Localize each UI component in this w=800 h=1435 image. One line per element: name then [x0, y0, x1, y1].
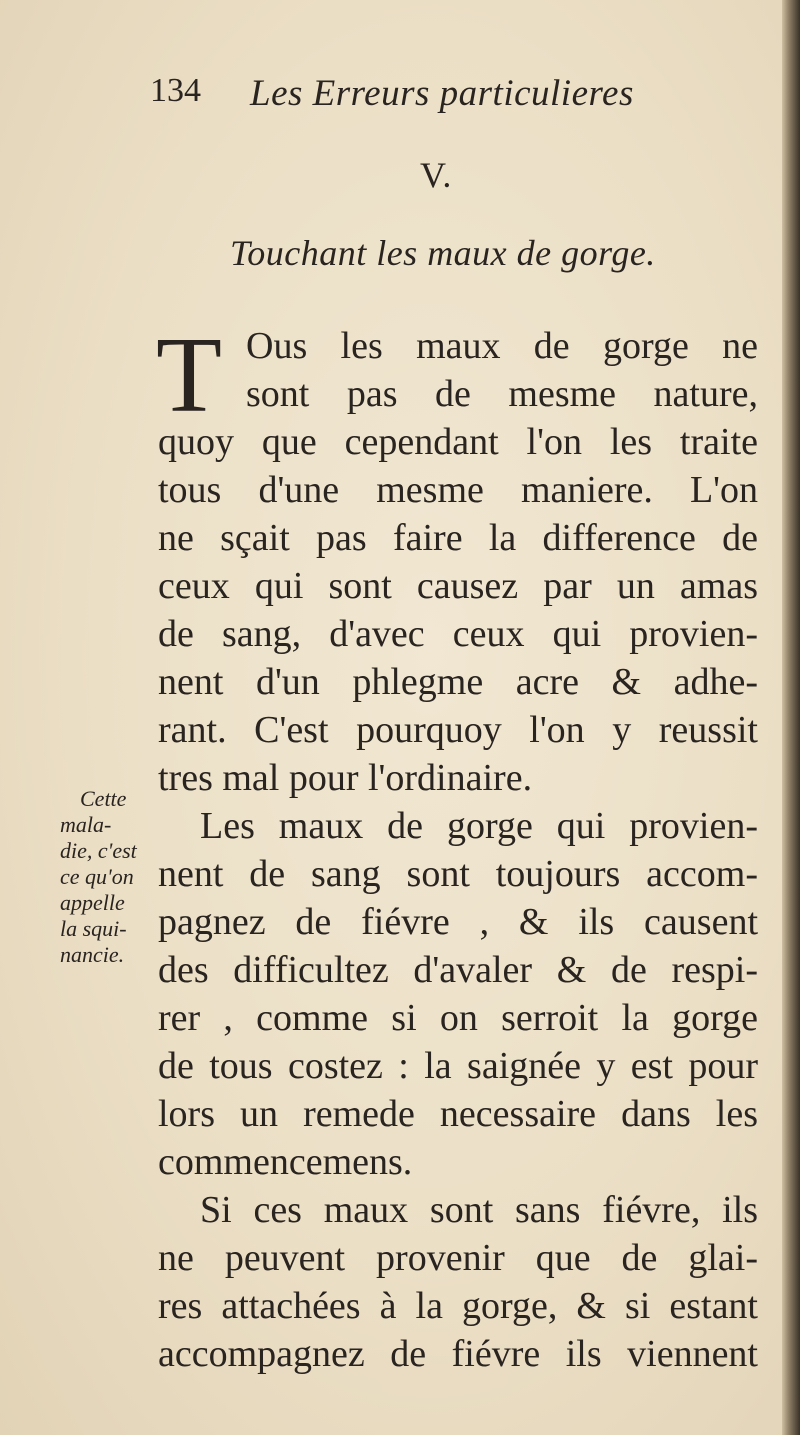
text-line: pagnez de fiévre , & ils causent	[158, 901, 758, 943]
text-line: nent d'un phlegme acre & adhe-	[158, 661, 758, 703]
text-line: ne sçait pas faire la difference de	[158, 517, 758, 559]
margin-note-line: appelle	[60, 890, 125, 915]
text-line: sont pas de mesme nature,	[246, 373, 758, 415]
text-line: nent de sang sont toujours accom-	[158, 853, 758, 895]
running-title: Les Erreurs particulieres	[250, 73, 634, 114]
running-head	[150, 72, 670, 122]
margin-note-line: Cette	[80, 786, 127, 811]
drop-cap: T	[156, 316, 222, 435]
text-line: tous d'une mesme maniere. L'on	[158, 469, 758, 511]
text-line: tres mal pour l'ordinaire.	[158, 757, 533, 799]
text-line: rant. C'est pourquoy l'on y reussit	[158, 709, 758, 751]
text-line: rer , comme si on serroit la gorge	[158, 997, 758, 1039]
margin-note-line: la squi-	[60, 916, 127, 941]
text-line: Les maux de gorge qui provien-	[200, 805, 758, 847]
margin-note-line: ce qu'on	[60, 864, 134, 889]
page-number: 134	[150, 72, 201, 109]
margin-note	[60, 786, 156, 968]
text-line: quoy que cependant l'on les traite	[158, 421, 758, 463]
text-line: ceux qui sont causez par un amas	[158, 565, 758, 607]
text-line: de sang, d'avec ceux qui provien-	[158, 613, 758, 655]
section-heading: Touchant les maux de gorge.	[230, 233, 656, 273]
text-line: commencemens.	[158, 1141, 413, 1183]
margin-note-line: die, c'est	[60, 838, 137, 863]
section-number: V.	[420, 155, 453, 195]
text-line: de tous costez : la saignée y est pour	[158, 1045, 758, 1087]
text-line: Si ces maux sont sans fiévre, ils	[200, 1189, 758, 1231]
text-line: des difficultez d'avaler & de respi-	[158, 949, 758, 991]
text-line: res attachées à la gorge, & si estant	[158, 1285, 758, 1327]
page-edge-shadow	[782, 0, 800, 1435]
text-line: Ous les maux de gorge ne	[246, 325, 758, 367]
margin-note-line: nancie.	[60, 942, 125, 967]
margin-note-line: mala-	[60, 812, 112, 837]
text-line: accompagnez de fiévre ils viennent	[158, 1333, 758, 1375]
text-line: ne peuvent provenir que de glai-	[158, 1237, 758, 1279]
text-line: lors un remede necessaire dans les	[158, 1093, 758, 1135]
